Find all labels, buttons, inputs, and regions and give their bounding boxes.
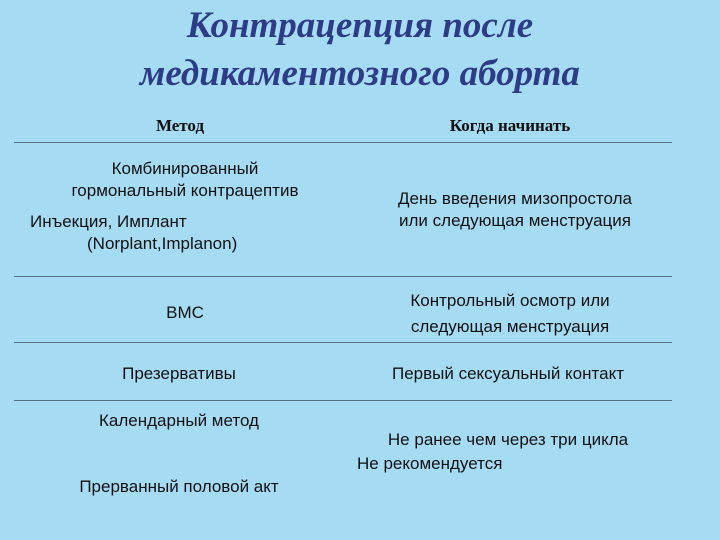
- row-2-when-line-2: следующая менструация: [410, 317, 610, 336]
- row-1-when-line-2: или следующая менструация: [399, 211, 631, 230]
- row-3-when: [343, 363, 673, 385]
- row-4-when: [343, 428, 673, 476]
- table-rule: [14, 276, 672, 277]
- row-3-method-line-1: Презервативы: [122, 364, 236, 383]
- row-4-method-b: [14, 476, 344, 498]
- column-header-when: Когда начинать: [449, 116, 571, 135]
- row-1-method-line-1: Комбинированный: [111, 159, 259, 178]
- row-4-method-a: [14, 410, 344, 432]
- slide-title: [0, 2, 720, 98]
- row-1-method-line-4: (Norplant,Implanon): [87, 234, 238, 253]
- table-rule: [14, 400, 672, 401]
- row-1-method: [20, 158, 350, 202]
- row-3-method: [14, 363, 344, 385]
- row-1-when: [350, 188, 680, 232]
- title-line-1: Контрацепция после: [186, 5, 534, 46]
- table-rule: [14, 342, 672, 343]
- row-1-when-line-1: День введения мизопростола: [398, 189, 632, 208]
- row-2-when: [345, 288, 675, 340]
- row-2-when-line-1: Контрольный осмотр или: [410, 291, 610, 310]
- row-4-method-line-2: Прерванный половой акт: [79, 477, 279, 496]
- column-header-method: Метод: [155, 116, 205, 135]
- row-4-when-line-2: Не рекомендуется: [357, 454, 503, 473]
- table-rule: [14, 142, 672, 143]
- row-1-method-extra: [30, 211, 290, 255]
- row-1-method-line-3: Инъекция, Имплант: [30, 212, 187, 231]
- row-1-method-line-2: гормональный контрацептив: [71, 181, 299, 200]
- row-3-when-line-1: Первый сексуальный контакт: [392, 364, 624, 383]
- row-2-method: [20, 302, 350, 324]
- row-2-method-line-1: ВМС: [166, 303, 204, 322]
- row-4-when-line-1: Не ранее чем через три цикла: [387, 430, 629, 449]
- row-4-method-line-1: Календарный метод: [99, 411, 259, 430]
- title-line-2: медикаментозного аборта: [140, 53, 580, 94]
